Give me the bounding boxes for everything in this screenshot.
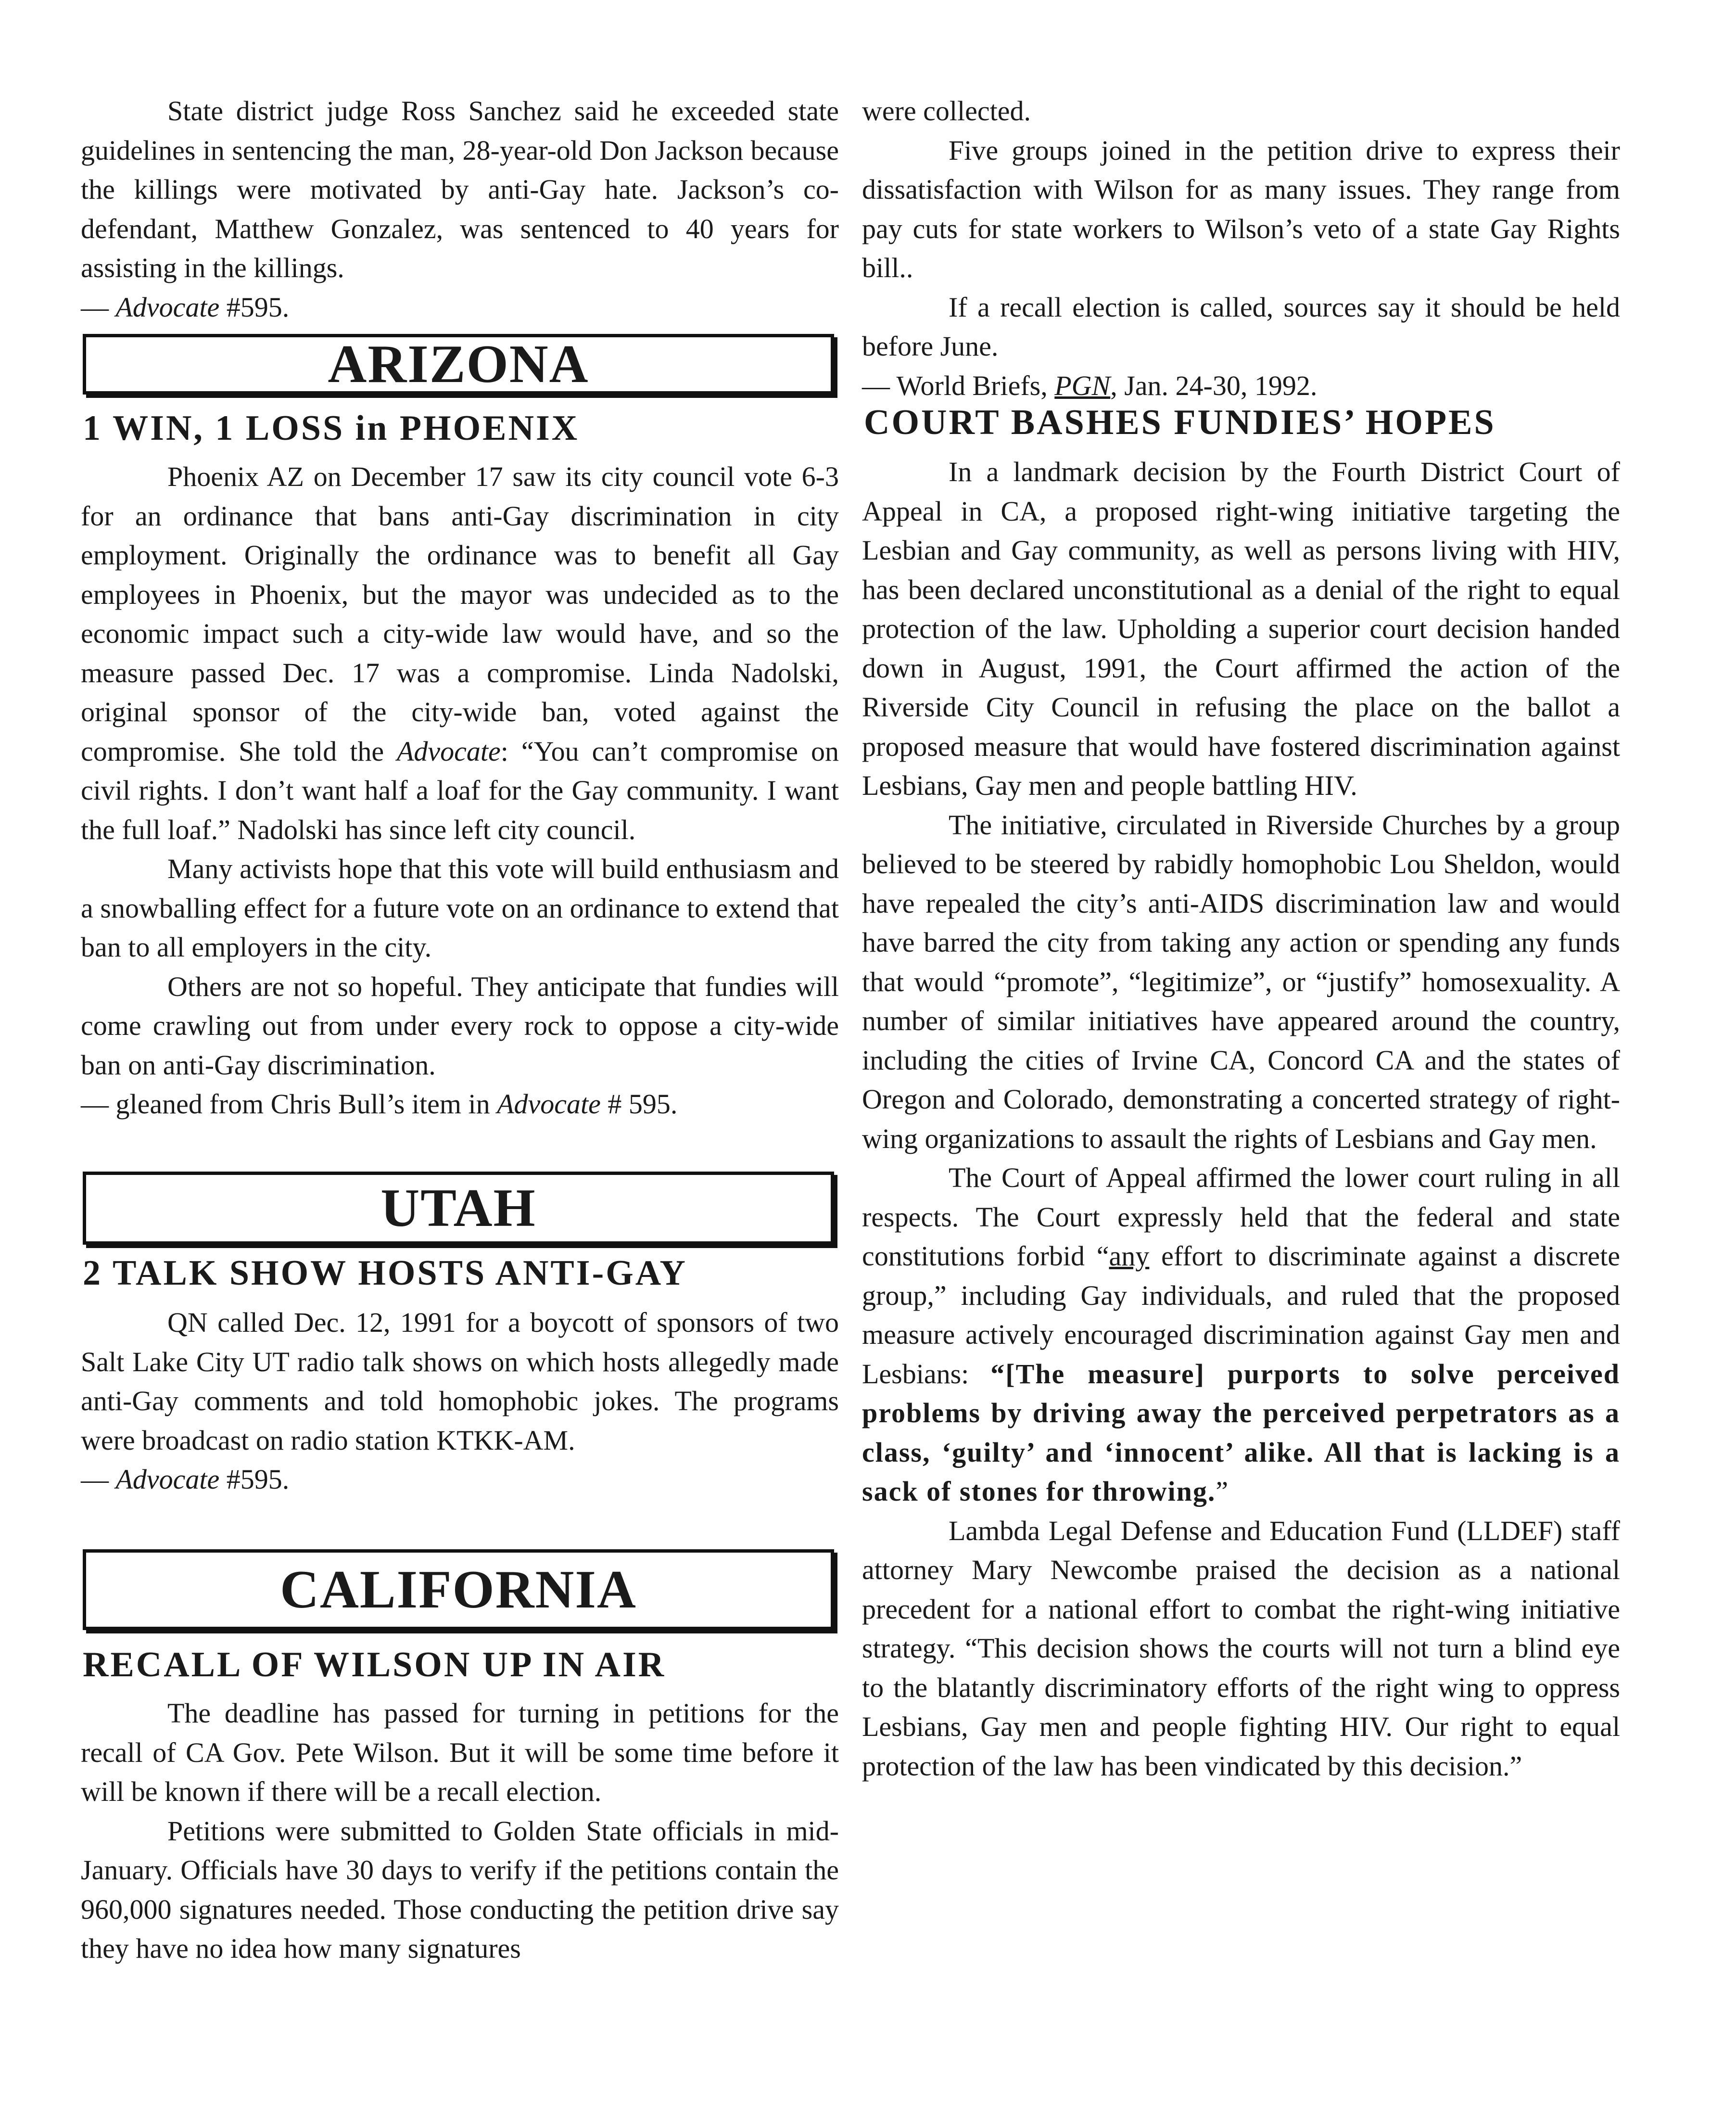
text: : “You can’t compromise on civil rights. I don’t want half a loaf for the Gay community. I want the full loaf.” Nadolski has since left city council. — [81, 735, 839, 845]
paragraph: If a recall election is called, sources say it should be held before June. — [862, 291, 1620, 362]
source-credit — [81, 1084, 839, 1124]
issue: # 595. — [600, 1088, 678, 1120]
publication: PGN — [1054, 370, 1111, 401]
source-credit — [81, 288, 839, 327]
headline: 1 WIN, 1 LOSS in PHOENIX — [83, 408, 580, 448]
text: Phoenix AZ on December 17 saw its city council vote 6-3 for an ordinance that bans anti-Gay discrimination in city employment. Originally the ordinance was to benefit all Gay employees in Phoenix, but the mayor was undecided as to the economic impact such a city-wide law would have, and so the measure passed Dec. 17 was a compromise. Linda Nadolski, original sponsor of the city-wide ban, voted against the compromise. She told the — [81, 461, 839, 767]
section-header-california: CALIFORNIA — [83, 1549, 834, 1630]
date: , Jan. 24-30, 1992. — [1110, 370, 1318, 401]
publication: Advocate — [115, 1464, 220, 1495]
paragraph: The deadline has passed for turning in petitions for the recall of CA Gov. Pete Wilson. But it will be some time before it will be known if there will be a recall election. — [81, 1697, 839, 1807]
arizona-article — [81, 457, 839, 1124]
paragraph: Others are not so hopeful. They anticipate that fundies will come crawling out from under every rock to oppose a city-wide ban on anti-Gay discrimination. — [81, 970, 839, 1081]
paragraph: Five groups joined in the petition drive to express their dissatisfaction with Wilson for as many issues. They range from pay cuts for state workers to Wilson’s veto of a state Gay Rights bill.. — [862, 134, 1620, 283]
paragraph: In a landmark decision by the Fourth District Court of Appeal in CA, a proposed right-wing initiative targeting the Lesbian and Gay community, as well as persons living with HIV, has been declared unconstitutional as a denial of the right to equal protection of the law. Upholding a superior court decision handed down in August, 1991, the Court affirmed the action of the Riverside City Council in refusing the place on the ballot a proposed measure that would have fostered discrimination against Lesbians, Gay men and people battling HIV. — [862, 456, 1620, 801]
issue: #595. — [219, 1464, 290, 1495]
utah-article — [81, 1303, 839, 1499]
publication: Advocate — [497, 1088, 601, 1120]
court-article — [862, 452, 1620, 1785]
emphasis: any — [1109, 1240, 1150, 1272]
source-credit — [862, 366, 1620, 406]
paragraph — [862, 1158, 1620, 1511]
source-credit — [81, 1460, 839, 1499]
publication: Advocate — [397, 735, 501, 767]
issue: #595. — [219, 291, 290, 323]
section-header-utah: UTAH — [83, 1172, 834, 1245]
paragraph: The initiative, circulated in Riverside Churches by a group believed to be steered by rabidly homophobic Lou Sheldon, would have repealed the city’s anti-AIDS discrimination law and would have barred the city from taking any action or spending any funds that would “promote”, “legitimize”, or “justify” homosexuality. A number of similar initiatives have appeared around the country, including the cities of Irvine CA, Concord CA and the states of Oregon and Colorado, demonstrating a concerted strategy of right-wing organizations to assault the rights of Lesbians and Gay men. — [862, 809, 1620, 1154]
text: — gleaned from Chris Bull’s item in — [81, 1088, 497, 1120]
headline: RECALL OF WILSON UP IN AIR — [83, 1645, 666, 1684]
section-header-arizona: ARIZONA — [83, 334, 834, 395]
text: effort to discriminate against a discrete group,” including Gay individuals, and ruled that the proposed measure actively encouraged discrimination against Gay men and Lesbians: — [862, 1240, 1620, 1390]
dash: — — [81, 291, 116, 323]
paragraph: were collected. — [862, 95, 1031, 127]
paragraph: Lambda Legal Defense and Education Fund (LLDEF) staff attorney Mary Newcombe praised the decision as a national precedent for a national effort to combat the right-wing initiative strategy. “This decision shows the courts will not turn a blind eye to the blatantly discriminatory efforts of the right wing to oppress Lesbians, Gay men and people fighting HIV. Our right to equal protection of the law has been vindicated by this decision.” — [862, 1515, 1620, 1782]
headline: COURT BASHES FUNDIES’ HOPES — [864, 403, 1496, 442]
california-article — [81, 1694, 839, 1968]
recall-continued — [862, 91, 1620, 405]
paragraph — [81, 457, 839, 849]
intro-article — [81, 91, 839, 327]
text: ” — [1216, 1476, 1229, 1507]
dash: — — [81, 1464, 116, 1495]
paragraph: Petitions were submitted to Golden State officials in mid-January. Officials have 30 days to verify if the petitions contain the 960,000 signatures needed. Those conducting the petition drive say they have no idea how many signatures — [81, 1815, 839, 1964]
headline: 2 TALK SHOW HOSTS ANTI-GAY — [83, 1253, 687, 1293]
text: — World Briefs, — [862, 370, 1055, 401]
paragraph: QN called Dec. 12, 1991 for a boycott of sponsors of two Salt Lake City UT radio talk shows on which hosts allegedly made anti-Gay comments and told homophobic jokes. The programs were broadcast on radio station KTKK-AM. — [81, 1307, 839, 1456]
publication: Advocate — [115, 291, 220, 323]
court-quote: “[The measure] purports to solve perceived problems by driving away the perceived perpetrators as a class, ‘guilty’ and ‘innocent’ alike. All that is lacking is a sack of stones for throwing. — [862, 1358, 1620, 1507]
paragraph: State district judge Ross Sanchez said he exceeded state guidelines in sentencing the man, 28-year-old Don Jackson because the killings were motivated by anti-Gay hate. Jackson’s co-defendant, Matthew Gonzalez, was sentenced to 40 years for assisting in the killings. — [81, 95, 839, 283]
paragraph: Many activists hope that this vote will build enthusiasm and a snowballing effect for a future vote on an ordinance to extend that ban to all employers in the city. — [81, 853, 839, 963]
text: The Court of Appeal affirmed the lower court ruling in all respects. The Court expressly held that the federal and state constitutions forbid “ — [862, 1162, 1620, 1272]
